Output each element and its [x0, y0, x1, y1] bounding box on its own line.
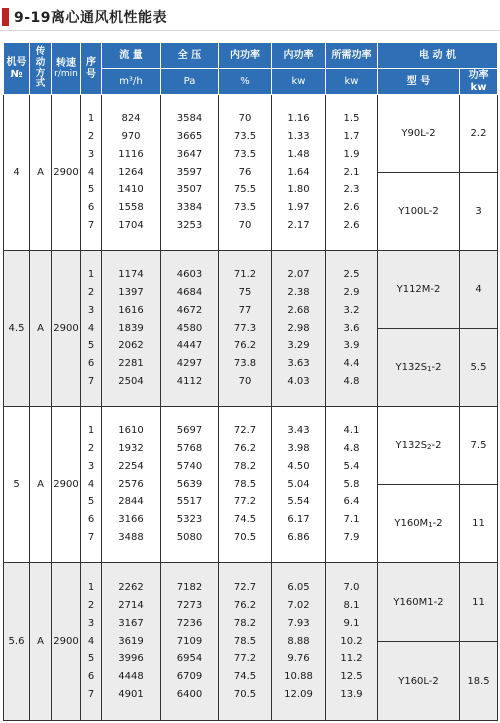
cell-value: 2.6: [343, 202, 360, 214]
cell-value: 4603: [176, 269, 203, 281]
page-title: 9-19离心通风机性能表: [14, 10, 168, 26]
cell-value: 1558: [118, 202, 144, 214]
header-speed: 转速 r/min: [52, 43, 81, 95]
group-drive: A: [30, 407, 52, 563]
cell-value: 73.5: [233, 202, 257, 214]
cell-value: 1410: [118, 184, 144, 196]
cell-value: 74.5: [233, 671, 257, 683]
group-efficiency-list: [219, 563, 272, 721]
cell-value: 1116: [118, 148, 144, 160]
cell-value: 2.1: [343, 166, 360, 178]
cell-value: 2: [87, 600, 95, 611]
cell-value: 970: [121, 131, 141, 142]
header-flow-unit: m³/h: [102, 69, 161, 95]
cell-value: 3996: [118, 653, 144, 665]
motor-model: [378, 173, 460, 251]
motor-model: [378, 563, 460, 642]
cell-value: 1610: [118, 425, 144, 437]
cell-value: 3167: [118, 617, 144, 629]
motor-model: [378, 485, 460, 563]
cell-value: 2.07: [287, 269, 310, 281]
group-flow-list: [102, 251, 161, 407]
cell-value: 5740: [176, 460, 203, 472]
cell-value: 77.3: [233, 322, 257, 334]
cell-value: 6.17: [287, 514, 310, 526]
header-efficiency-unit: %: [219, 69, 272, 95]
cell-value: 3166: [118, 514, 144, 526]
motor-model-text: Y160M: [394, 518, 429, 529]
cell-value: 9.1: [343, 617, 360, 629]
group-machine-no: 5: [4, 407, 30, 563]
motor-model-text: Y112M-2: [396, 284, 441, 295]
group-req-power-list: [326, 251, 378, 407]
cell-value: 70: [238, 219, 252, 231]
cell-value: 73.8: [233, 358, 257, 370]
group-flow-list: [102, 407, 161, 563]
motor-model: [378, 329, 460, 407]
cell-value: 4297: [176, 358, 203, 370]
cell-value: 6.86: [287, 531, 310, 543]
group-efficiency-list: [219, 407, 272, 563]
cell-value: 7: [87, 219, 95, 231]
group-speed: 2900: [52, 407, 81, 563]
motor-power: 4: [460, 251, 498, 329]
cell-value: 7.93: [287, 617, 310, 629]
cell-value: 1932: [118, 443, 144, 454]
cell-value: 3: [87, 304, 95, 316]
cell-value: 71.2: [233, 269, 257, 281]
motor-power: 11: [460, 563, 498, 642]
cell-value: 2.6: [343, 219, 360, 231]
cell-value: 3507: [176, 184, 203, 196]
header-int-power: 内功率: [272, 43, 326, 69]
group-pressure-list: [161, 251, 219, 407]
header-efficiency: 内功率: [219, 43, 272, 69]
cell-value: 3.2: [343, 304, 360, 316]
cell-value: 1.48: [287, 148, 310, 160]
cell-value: 13.9: [340, 688, 363, 700]
cell-value: 1: [87, 582, 95, 594]
cell-value: 2.68: [287, 304, 310, 316]
motor-power: 18.5: [460, 642, 498, 721]
cell-value: 10.88: [284, 671, 313, 683]
title-accent-mark: [2, 8, 9, 26]
cell-value: 76.2: [233, 443, 257, 454]
motor-model: [378, 642, 460, 721]
table-row: [4, 251, 498, 329]
cell-value: 5: [87, 653, 95, 665]
cell-value: 1397: [118, 287, 144, 298]
cell-value: 6: [87, 514, 95, 526]
cell-value: 2.17: [287, 219, 310, 231]
group-seq-list: [81, 95, 102, 251]
cell-value: 3597: [176, 166, 203, 178]
motor-model-subscript: 1: [428, 521, 433, 529]
cell-value: 5323: [176, 514, 203, 526]
cell-value: 1.64: [287, 166, 310, 178]
cell-value: 76: [238, 166, 252, 178]
cell-value: 1.33: [287, 131, 310, 142]
cell-value: 6: [87, 202, 95, 214]
cell-value: 2262: [118, 582, 144, 594]
motor-model: [378, 251, 460, 329]
cell-value: 3665: [176, 131, 203, 142]
motor-model-text: Y90L-2: [401, 128, 436, 139]
cell-value: 7236: [176, 617, 203, 629]
header-pressure: 全 压: [161, 43, 219, 69]
cell-value: 1.9: [343, 148, 360, 160]
cell-value: 7: [87, 688, 95, 700]
cell-value: 3: [87, 148, 95, 160]
title-divider: [0, 30, 500, 31]
cell-value: 7: [87, 375, 95, 387]
cell-value: 8.88: [287, 635, 310, 647]
group-pressure-list: [161, 95, 219, 251]
cell-value: 7.1: [343, 514, 360, 526]
cell-value: 5: [87, 184, 95, 196]
group-int-power-list: [272, 95, 326, 251]
cell-value: 2: [87, 287, 95, 298]
cell-value: 1: [87, 113, 95, 125]
title-bar: [0, 0, 500, 36]
group-speed: 2900: [52, 95, 81, 251]
cell-value: 70.5: [233, 688, 257, 700]
cell-value: 5.4: [343, 460, 360, 472]
cell-value: 6709: [176, 671, 203, 683]
motor-model-subscript: 1: [427, 365, 432, 373]
cell-value: 6: [87, 358, 95, 370]
motor-model-suffix: -2: [432, 518, 443, 529]
cell-value: 2.5: [343, 269, 360, 281]
table-row: [4, 563, 498, 642]
group-machine-no: 4.5: [4, 251, 30, 407]
cell-value: 4: [87, 635, 95, 647]
cell-value: 3253: [176, 219, 203, 231]
group-pressure-list: [161, 563, 219, 721]
cell-value: 1.7: [343, 131, 360, 142]
cell-value: 12.5: [340, 671, 363, 683]
cell-value: 75: [238, 287, 252, 298]
cell-value: 1.5: [343, 113, 360, 125]
cell-value: 7.0: [343, 582, 360, 594]
cell-value: 2504: [118, 375, 144, 387]
group-int-power-list: [272, 407, 326, 563]
group-seq-list: [81, 251, 102, 407]
group-req-power-list: [326, 563, 378, 721]
cell-value: 7.02: [287, 600, 310, 611]
group-drive: A: [30, 563, 52, 721]
cell-value: 4672: [176, 304, 203, 316]
cell-value: 3.6: [343, 322, 360, 334]
cell-value: 74.5: [233, 514, 257, 526]
cell-value: 5080: [176, 531, 203, 543]
cell-value: 4448: [118, 671, 144, 683]
cell-value: 3: [87, 460, 95, 472]
cell-value: 11.2: [340, 653, 363, 665]
cell-value: 5639: [176, 478, 203, 490]
cell-value: 6: [87, 671, 95, 683]
group-drive: A: [30, 95, 52, 251]
cell-value: 5697: [176, 425, 203, 437]
group-machine-no: 4: [4, 95, 30, 251]
cell-value: 6.4: [343, 496, 360, 508]
cell-value: 4112: [176, 375, 203, 387]
motor-model-suffix: -2: [431, 440, 442, 451]
cell-value: 4.03: [287, 375, 310, 387]
cell-value: 8.1: [343, 600, 360, 611]
cell-value: 5.04: [287, 478, 310, 490]
group-flow-list: [102, 563, 161, 721]
cell-value: 5.54: [287, 496, 310, 508]
cell-value: 1.16: [287, 113, 310, 125]
header-req-power: 所需功率: [326, 43, 378, 69]
cell-value: 1: [87, 425, 95, 437]
cell-value: 4580: [176, 322, 203, 334]
header-seq: 序号: [81, 43, 102, 95]
cell-value: 3.9: [343, 340, 360, 352]
motor-model-suffix: -2: [431, 362, 442, 373]
cell-value: 73.5: [233, 148, 257, 160]
cell-value: 12.09: [284, 688, 313, 700]
cell-value: 76.2: [233, 340, 257, 352]
cell-value: 73.5: [233, 131, 257, 142]
cell-value: 4: [87, 322, 95, 334]
cell-value: 5: [87, 340, 95, 352]
cell-value: 2.9: [343, 287, 360, 298]
cell-value: 6.05: [287, 582, 310, 594]
cell-value: 3.98: [287, 443, 310, 454]
cell-value: 1616: [118, 304, 144, 316]
cell-value: 2062: [118, 340, 144, 352]
header-motor: 电 动 机: [378, 43, 498, 69]
cell-value: 6954: [176, 653, 203, 665]
cell-value: 5517: [176, 496, 203, 508]
cell-value: 2: [87, 131, 95, 142]
cell-value: 7109: [176, 635, 203, 647]
header-machine-no: 机号 №: [4, 43, 30, 95]
group-machine-no: 5.6: [4, 563, 30, 721]
cell-value: 3: [87, 617, 95, 629]
cell-value: 75.5: [233, 184, 257, 196]
cell-value: 72.7: [233, 582, 257, 594]
motor-model-text: Y132S: [395, 362, 428, 373]
cell-value: 2.3: [343, 184, 360, 196]
motor-power: 5.5: [460, 329, 498, 407]
cell-value: 2844: [118, 496, 144, 508]
cell-value: 77.2: [233, 653, 257, 665]
group-int-power-list: [272, 251, 326, 407]
cell-value: 4.50: [287, 460, 310, 472]
performance-table: [3, 42, 498, 721]
group-flow-list: [102, 95, 161, 251]
header-motor-power: 功率 kw: [460, 69, 498, 95]
cell-value: 9.76: [287, 653, 310, 665]
cell-value: 77.2: [233, 496, 257, 508]
cell-value: 7273: [176, 600, 203, 611]
cell-value: 3488: [118, 531, 144, 543]
group-seq-list: [81, 407, 102, 563]
group-efficiency-list: [219, 95, 272, 251]
cell-value: 3.63: [287, 358, 310, 370]
motor-model-subscript: 2: [427, 443, 432, 451]
cell-value: 1.80: [287, 184, 310, 196]
header-motor-model: 型 号: [378, 69, 460, 95]
cell-value: 70: [238, 375, 252, 387]
cell-value: 3384: [176, 202, 203, 214]
motor-model: [378, 95, 460, 173]
motor-model-text: Y160M1-2: [393, 596, 444, 608]
motor-model-text: Y132S: [395, 440, 428, 451]
cell-value: 1264: [118, 166, 144, 178]
cell-value: 5: [87, 496, 95, 508]
group-int-power-list: [272, 563, 326, 721]
cell-value: 2254: [118, 460, 144, 472]
cell-value: 1: [87, 269, 95, 281]
cell-value: 4.8: [343, 375, 360, 387]
motor-power: 7.5: [460, 407, 498, 485]
table-row: [4, 407, 498, 485]
motor-power: 11: [460, 485, 498, 563]
group-efficiency-list: [219, 251, 272, 407]
header-drive: 传动方式: [30, 43, 52, 95]
cell-value: 5768: [176, 443, 203, 454]
cell-value: 4.8: [343, 443, 360, 454]
cell-value: 3619: [118, 635, 144, 647]
cell-value: 6400: [176, 688, 203, 700]
motor-power: 2.2: [460, 95, 498, 173]
group-req-power-list: [326, 407, 378, 563]
group-req-power-list: [326, 95, 378, 251]
cell-value: 78.5: [233, 478, 257, 490]
cell-value: 1174: [118, 269, 144, 281]
group-seq-list: [81, 563, 102, 721]
cell-value: 1839: [118, 322, 144, 334]
cell-value: 4684: [176, 287, 203, 298]
header-flow: 流 量: [102, 43, 161, 69]
cell-value: 76.2: [233, 600, 257, 611]
cell-value: 3584: [176, 113, 203, 125]
cell-value: 824: [121, 113, 141, 125]
cell-value: 1704: [118, 219, 144, 231]
header-req-power-unit: kw: [326, 69, 378, 95]
cell-value: 7: [87, 531, 95, 543]
cell-value: 70: [238, 113, 252, 125]
cell-value: 2714: [118, 600, 144, 611]
cell-value: 3647: [176, 148, 203, 160]
group-speed: 2900: [52, 563, 81, 721]
cell-value: 4.4: [343, 358, 360, 370]
cell-value: 3.43: [287, 425, 310, 437]
motor-model-text: Y100L-2: [398, 206, 439, 217]
cell-value: 72.7: [233, 425, 257, 437]
motor-model-text: Y160L-2: [398, 675, 439, 687]
cell-value: 7.9: [343, 531, 360, 543]
cell-value: 5.8: [343, 478, 360, 490]
table-row: [4, 95, 498, 173]
cell-value: 1.97: [287, 202, 310, 214]
cell-value: 78.5: [233, 635, 257, 647]
group-drive: A: [30, 251, 52, 407]
cell-value: 2: [87, 443, 95, 454]
cell-value: 70.5: [233, 531, 257, 543]
header-pressure-unit: Pa: [161, 69, 219, 95]
cell-value: 4447: [176, 340, 203, 352]
motor-power: 3: [460, 173, 498, 251]
cell-value: 4: [87, 166, 95, 178]
cell-value: 2.38: [287, 287, 310, 298]
motor-model: [378, 407, 460, 485]
cell-value: 78.2: [233, 460, 257, 472]
cell-value: 2.98: [287, 322, 310, 334]
group-pressure-list: [161, 407, 219, 563]
cell-value: 78.2: [233, 617, 257, 629]
cell-value: 4.1: [343, 425, 360, 437]
cell-value: 2576: [118, 478, 144, 490]
cell-value: 2281: [118, 358, 144, 370]
cell-value: 4901: [118, 688, 144, 700]
cell-value: 4: [87, 478, 95, 490]
cell-value: 7182: [176, 582, 203, 594]
cell-value: 3.29: [287, 340, 310, 352]
group-speed: 2900: [52, 251, 81, 407]
cell-value: 77: [238, 304, 252, 316]
header-int-power-unit: kw: [272, 69, 326, 95]
cell-value: 10.2: [340, 635, 363, 647]
